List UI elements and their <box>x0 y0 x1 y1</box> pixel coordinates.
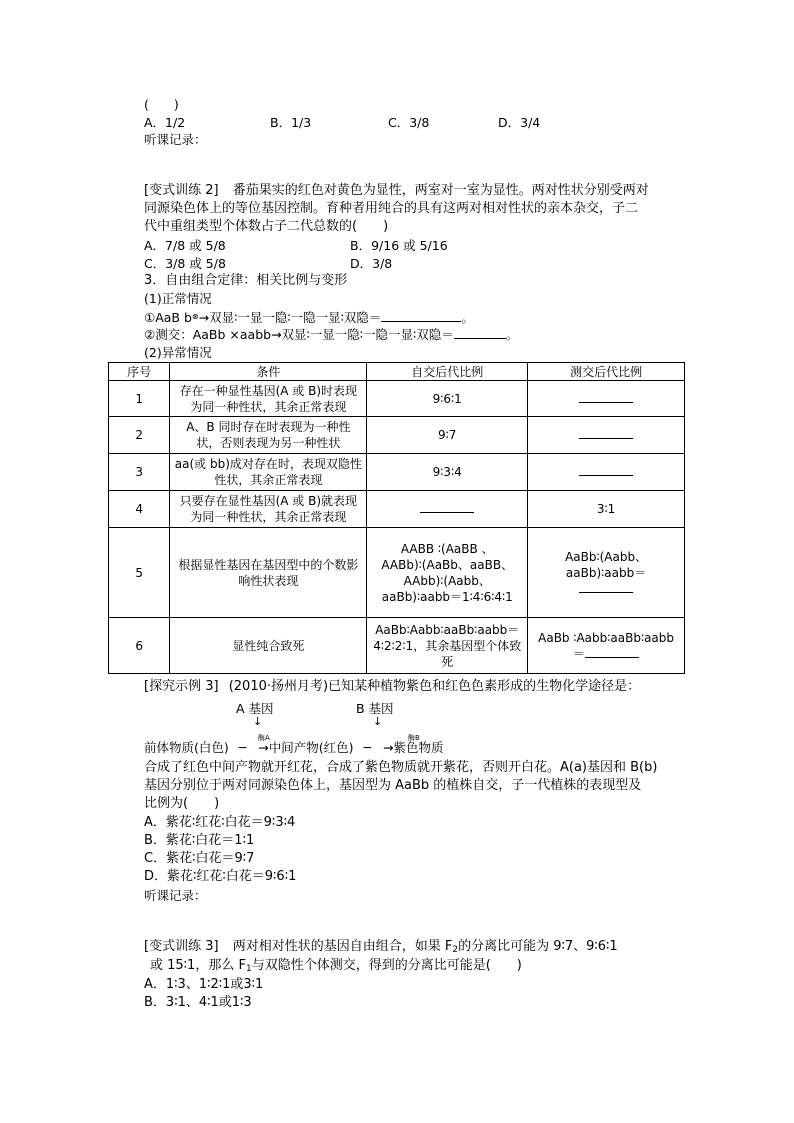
example3-line2: 基因分别位于两对同源染色体上，基因型为 AaBb 的植株自交，子一代植株的表现型及 <box>144 778 642 793</box>
row-test-blank[interactable] <box>528 454 685 491</box>
example3-line <box>144 678 640 695</box>
row-cond: aa(或 bb)成对存在时，表现双隐性性状，其余正常表现 <box>170 454 367 491</box>
example3-notes: 听课记录： <box>144 888 207 903</box>
enzyme-b-label: 酶B <box>408 734 420 742</box>
row-test: 3∶1 <box>528 491 685 528</box>
row-self-blank[interactable] <box>367 491 528 528</box>
row-no: 5 <box>109 528 170 618</box>
q2-option-a: A．1/2 <box>144 115 186 130</box>
example3-option-b: B．紫花∶白花＝1∶1 <box>144 833 255 848</box>
section3-title: 3．自由组合定律：相关比例与变形 <box>144 273 348 288</box>
item1-pre: ①AaB b <box>144 310 192 325</box>
item2-blank[interactable] <box>454 326 506 339</box>
row-self: 9∶7 <box>367 417 528 454</box>
example3-option-d: D．紫花∶红花∶白花＝9∶6∶1 <box>144 869 297 884</box>
section3-abnormal: (2)异常情况 <box>144 345 212 360</box>
down-arrow-icon: ↓ <box>253 715 263 728</box>
row-cond: 只要存在显性基因(A 或 B)就表现为同一种性状，其余正常表现 <box>170 491 367 528</box>
item2-pre: ②测交：AaBb ×aabb→双显∶一显一隐∶一隐一显∶双隐＝ <box>144 327 454 342</box>
bianshi2-label: [变式训练 2] <box>144 183 219 198</box>
table-row <box>109 417 685 454</box>
example3-line1: 合成了红色中间产物就开红花，合成了紫色物质就开紫花，否则开白花。A(a)基因和 B(b) <box>144 760 658 775</box>
q2-option-b: B．1/3 <box>270 115 312 130</box>
bianshi2-line1 <box>144 182 649 199</box>
example3-line3: 比例为( ) <box>144 796 220 811</box>
row-no: 1 <box>109 381 170 417</box>
example3-option-a: A．紫花∶红花∶白花＝9∶3∶4 <box>144 815 296 830</box>
bianshi2-option-d: D．3/8 <box>350 256 393 271</box>
row-self: 9∶3∶4 <box>367 454 528 491</box>
row-no: 6 <box>109 618 170 674</box>
bianshi3-line1: [变式训练 3] 两对相对性状的基因自由组合，如果 $F_2$的分离比可能为 9∶7、9∶6∶1 <box>144 939 618 955</box>
pathway: 前体物质(白色) ─ →中间产物(红色) ─ →紫色物质 <box>144 740 444 755</box>
example3-label: [探究示例 3] <box>144 679 219 694</box>
row-cond: 显性纯合致死 <box>170 618 367 674</box>
example3-text: 已知某种植物紫色和红色色素形成的生物化学途径是： <box>328 679 641 694</box>
row-test: AaBb ∶Aabb∶aaBb∶aabb＝ <box>528 618 685 674</box>
row-cond: 存在一种显性基因(A 或 B)时表现为同一种性状，其余正常表现 <box>170 381 367 417</box>
ratio-table <box>108 362 685 674</box>
table-row <box>109 528 685 618</box>
bianshi2-option-a: A．7/8 或 5/8 <box>144 238 226 253</box>
bianshi2-text1: 番茄果实的红色对黄色为显性，两室对一室为显性。两对性状分别受两对 <box>232 183 649 198</box>
arrow-right-icon: → <box>383 740 394 755</box>
bianshi3-option-b: B．3∶1、4∶1或1∶3 <box>144 995 252 1010</box>
item1-blank[interactable] <box>381 309 461 322</box>
table-row <box>109 618 685 674</box>
gene-a-label: A 基因 <box>236 701 274 716</box>
row-no: 2 <box>109 417 170 454</box>
row-test: AaBb∶(Aabb、aaBb)∶aabb＝ <box>528 528 685 618</box>
table-row <box>109 491 685 528</box>
row-cond: A、B 同时存在时表现为一种性状，否则表现为另一种性状 <box>170 417 367 454</box>
row-test-blank[interactable] <box>528 417 685 454</box>
down-arrow-icon: ↓ <box>373 715 383 728</box>
row-test-blank[interactable] <box>585 647 639 658</box>
q2-paren: ( ) <box>144 97 179 112</box>
header-self: 自交后代比例 <box>367 363 528 381</box>
path-mid: 中间产物(红色) <box>268 740 354 755</box>
table-row <box>109 381 685 417</box>
row-self: 9∶6∶1 <box>367 381 528 417</box>
bianshi2-line3: 代中重组类型个体数占子二代总数的( ) <box>144 219 389 234</box>
section3-normal: (1)正常情况 <box>144 291 212 306</box>
example3-source: (2010·扬州月考) <box>228 679 329 694</box>
bianshi2-option-b: B．9/16 或 5/16 <box>350 238 448 253</box>
enzyme-a-label: 酶A <box>258 734 270 742</box>
gene-b-label: B 基因 <box>356 701 394 716</box>
row-self: AABB ∶(AaBB 、AABb)∶(AaBb、aaBB、AAbb)∶(Aabb、aaBb)∶aabb＝1∶4∶6∶4∶1 <box>367 528 528 618</box>
q2-option-d: D．3/4 <box>498 115 541 130</box>
row-no: 3 <box>109 454 170 491</box>
row-test-blank[interactable] <box>528 381 685 417</box>
arrow-right-icon: → <box>258 740 269 755</box>
bianshi3-option-a: A．1∶3、1∶2∶1或3∶1 <box>144 977 264 992</box>
bianshi2-line2: 同源染色体上的等位基因控制。育种者用纯合的具有这两对相对性状的亲本杂交，子二 <box>144 201 639 216</box>
item1-post: →双显∶一显一隐∶一隐一显∶双隐＝ <box>198 310 382 325</box>
q2-notes: 听课记录： <box>144 132 207 147</box>
row-no: 4 <box>109 491 170 528</box>
table-header-row <box>109 363 685 381</box>
section3-item2: ②测交：AaBb ×aabb→双显∶一显一隐∶一隐一显∶双隐＝ 。 <box>144 327 519 342</box>
q2-option-c: C．3/8 <box>388 115 430 130</box>
header-cond: 条件 <box>170 363 367 381</box>
example3-option-c: C．紫花∶白花＝9∶7 <box>144 851 255 866</box>
row-cond: 根据显性基因在基因型中的个数影响性状表现 <box>170 528 367 618</box>
path-start: 前体物质(白色) <box>144 740 229 755</box>
section3-item1: ①AaB b⊗→双显∶一显一隐∶一隐一显∶双隐＝ 。 <box>144 310 474 325</box>
header-test: 测交后代比例 <box>528 363 685 381</box>
table-row <box>109 454 685 491</box>
row-self: AaBb∶Aabb∶aaBb∶aabb＝4∶2∶2∶1，其余基因型个体致死 <box>367 618 528 674</box>
header-no: 序号 <box>109 363 170 381</box>
path-end: 紫色物质 <box>393 740 444 755</box>
bianshi3-label: [变式训练 3] <box>144 939 219 954</box>
bianshi2-option-c: C．3/8 或 5/8 <box>144 256 226 271</box>
bianshi3-line2: 或 15∶1，那么 $F_1$与双隐性个体测交，得到的分离比可能是( ) <box>150 958 522 974</box>
row-test-blank[interactable] <box>579 582 633 593</box>
